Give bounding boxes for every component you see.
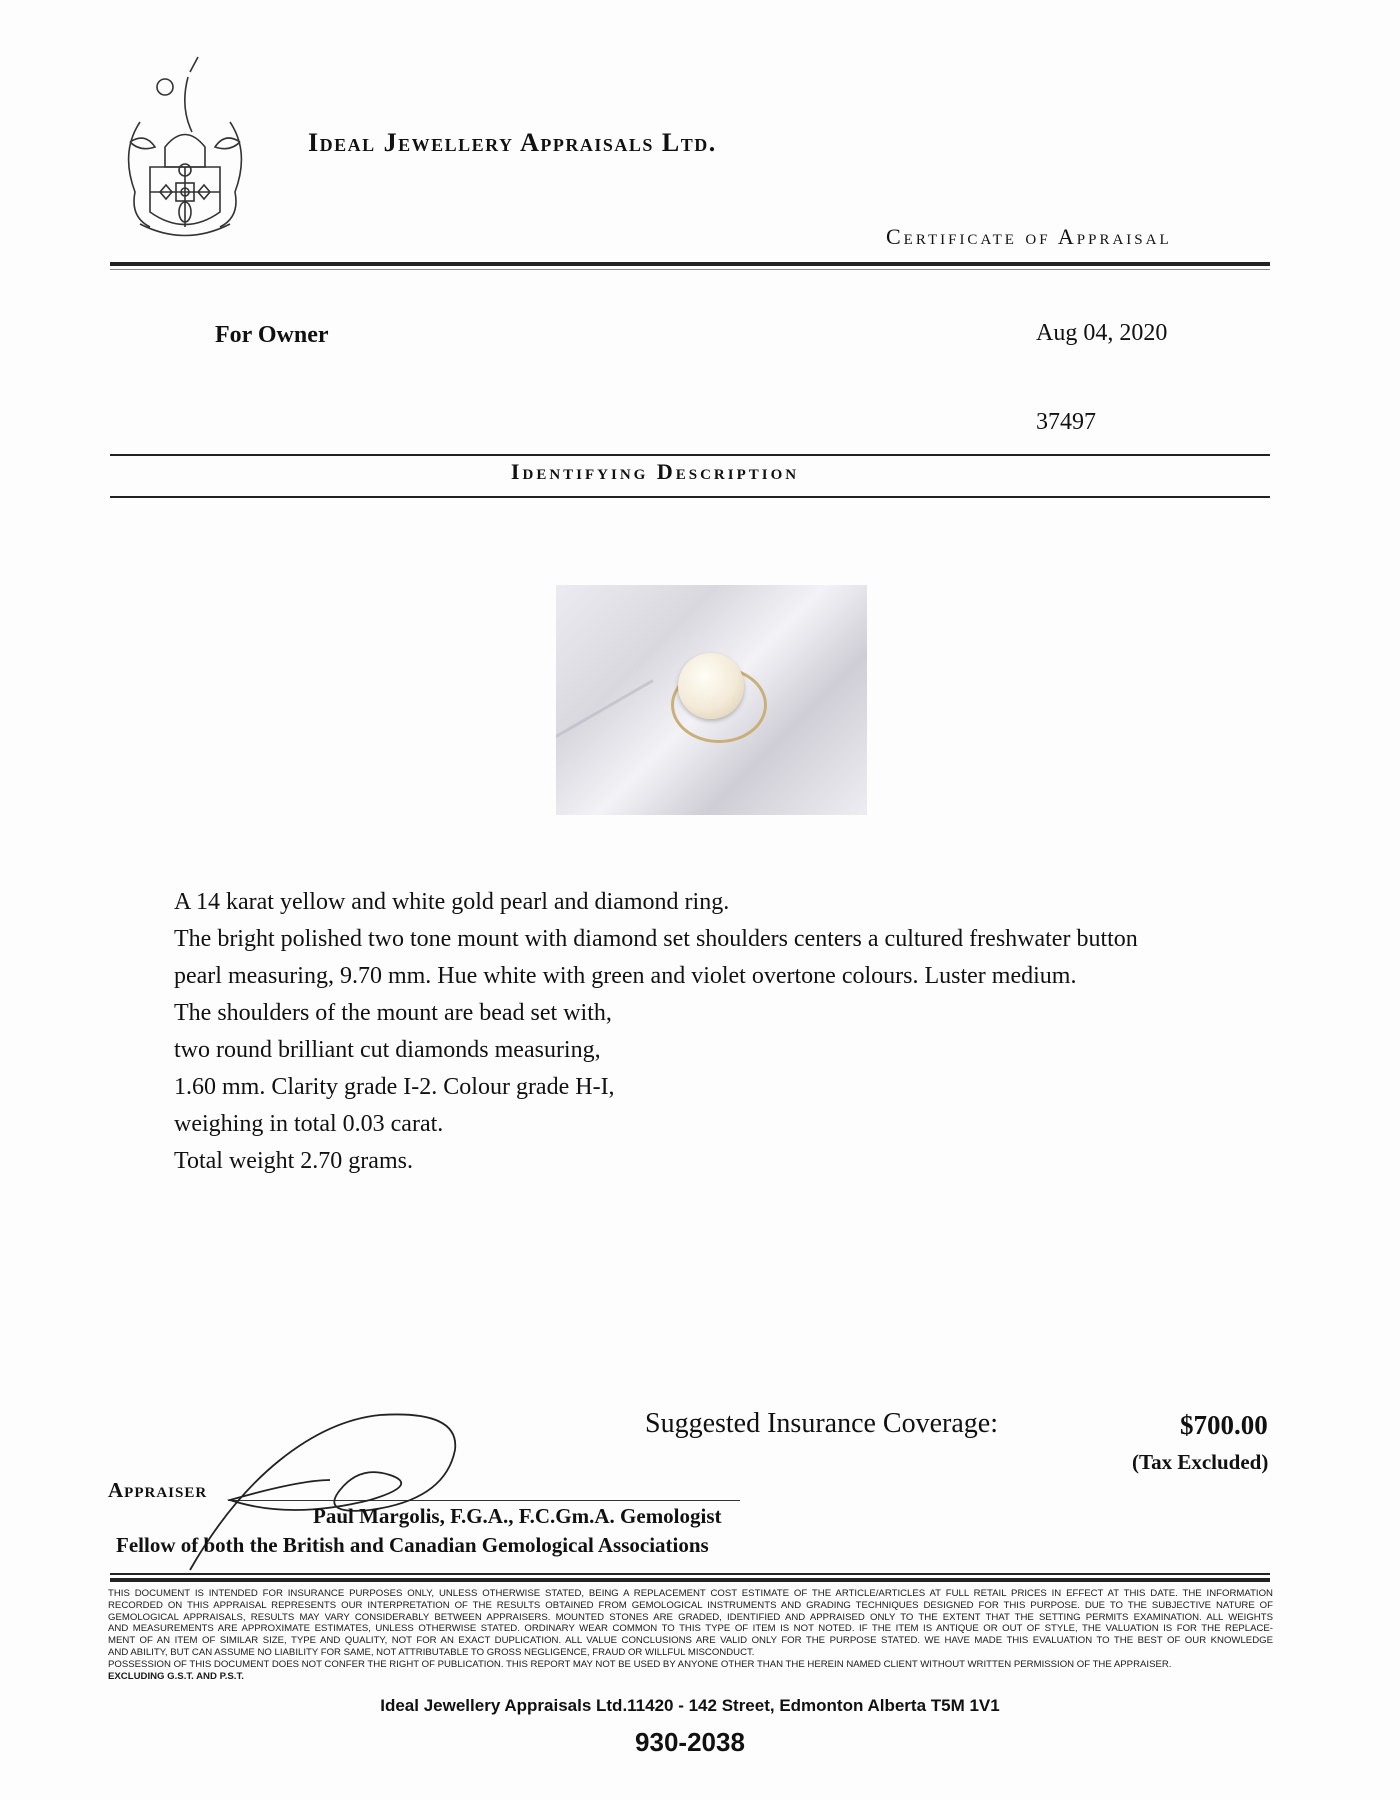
header-divider bbox=[110, 262, 1270, 266]
valuation-label: Suggested Insurance Coverage: bbox=[645, 1408, 998, 1439]
appraiser-label: Appraiser bbox=[108, 1478, 208, 1502]
disclaimer-line: RECORDED ON THIS APPRAISAL REPRESENTS OUR INTERPRETATION OF THE RESULTS OBTAINED FROM GEMOLOGICAL INSTRUMENTS AND GRADING TECHNIQUES DESIGNED FOR THIS PURPOSE. DUE TO THE SUBJECTIVE NATURE OF bbox=[108, 1599, 1273, 1611]
coat-of-arms-logo bbox=[110, 52, 260, 242]
valuation-note: (Tax Excluded) bbox=[1132, 1450, 1269, 1474]
footer-phone: 930-2038 bbox=[635, 1727, 745, 1757]
footer-divider bbox=[110, 1573, 1270, 1575]
footer-address: Ideal Jewellery Appraisals Ltd.11420 - 142 Street, Edmonton Alberta T5M 1V1 bbox=[380, 1696, 1000, 1715]
tax-note: EXCLUDING G.S.T. AND P.S.T. bbox=[108, 1670, 244, 1682]
description-line: A 14 karat yellow and white gold pearl and diamond ring. bbox=[174, 889, 730, 915]
footer-divider-thick bbox=[110, 1578, 1270, 1582]
description-line: The bright polished two tone mount with diamond set shoulders centers a cultured freshwater button bbox=[174, 926, 1138, 952]
pearl-ring-photo bbox=[556, 585, 867, 815]
disclaimer-line: THIS DOCUMENT IS INTENDED FOR INSURANCE PURPOSES ONLY, UNLESS OTHERWISE STATED, BEING A REPLACEMENT COST ESTIMATE OF THE ARTICLE/ARTICLES AT FULL RETAIL PRICES IN EFFECT AT THIS DATE. THE INFORMATION bbox=[108, 1588, 1273, 1599]
appraisal-date: Aug 04, 2020 bbox=[1036, 320, 1168, 346]
document-type: Certificate of Appraisal bbox=[886, 224, 1172, 249]
section-divider-bottom bbox=[110, 496, 1270, 498]
section-divider-top bbox=[110, 454, 1270, 456]
item-description bbox=[174, 884, 1138, 1180]
pearl bbox=[678, 653, 744, 719]
description-line: 1.60 mm. Clarity grade I-2. Colour grade H-I, bbox=[174, 1074, 615, 1100]
header-divider-thin bbox=[110, 269, 1270, 270]
valuation-amount: $700.00 bbox=[1180, 1410, 1268, 1440]
appraisal-number: 37497 bbox=[1036, 409, 1096, 435]
disclaimer-line: MENT OF AN ITEM OF SIMILAR SIZE, TYPE AND QUALITY, NOT FOR AN EXACT DUPLICATION. ALL VALUE CONCLUSIONS ARE VALID ONLY FOR THE PURPOSE STATED. WE HAVE MADE THIS EVALUATION TO THE BEST OF OUR KNOWLEDGE bbox=[108, 1635, 1273, 1647]
description-line: two round brilliant cut diamonds measuring, bbox=[174, 1037, 601, 1063]
disclaimer-line: AND ABILITY, BUT CAN ASSUME NO LIABILITY FOR SAME, NOT ATTRIBUTABLE TO GROSS NEGLIGENCE, FRAUD OR WILLFUL MISCONDUCT. bbox=[108, 1646, 755, 1658]
appraiser-credentials: Fellow of both the British and Canadian Gemological Associations bbox=[116, 1533, 709, 1557]
description-line: pearl measuring, 9.70 mm. Hue white with green and violet overtone colours. Luster medium. bbox=[174, 963, 1077, 989]
disclaimer-line: GEMOLOGICAL APPRAISALS, RESULTS MAY VARY CONSIDERABLY BETWEEN APPRAISERS. MOUNTED STONES ARE GRADED, IDENTIFIED AND APPRAISED ONLY TO THE EXTENT THAT THE SETTING PERMITS EXAMINATION. ALL WEIGHTS bbox=[108, 1611, 1273, 1623]
description-line: The shoulders of the mount are bead set with, bbox=[174, 1000, 612, 1026]
description-line: weighing in total 0.03 carat. bbox=[174, 1111, 444, 1137]
company-name: Ideal Jewellery Appraisals Ltd. bbox=[308, 128, 717, 157]
client-label: For Owner bbox=[215, 322, 329, 348]
disclaimer-line: AND MEASUREMENTS ARE APPROXIMATE ESTIMATES, UNLESS OTHERWISE STATED. ORDINARY WEAR COMMON TO THIS TYPE OF ITEM IS NOT NOTED. IF THE ITEM IS ANTIQUE OR OUT OF STYLE, THE VALUATION IS FOR THE REPLACE- bbox=[108, 1623, 1273, 1635]
description-line: Total weight 2.70 grams. bbox=[174, 1148, 413, 1174]
section-title: Identifying Description bbox=[510, 459, 800, 484]
disclaimer bbox=[108, 1588, 1273, 1682]
appraiser-name: Paul Margolis, F.G.A., F.C.Gm.A. Gemologist bbox=[313, 1504, 722, 1528]
disclaimer-line: POSSESSION OF THIS DOCUMENT DOES NOT CONFER THE RIGHT OF PUBLICATION. THIS REPORT MAY NOT BE USED BY ANYONE OTHER THAN THE HEREIN NAMED CLIENT WITHOUT WRITTEN PERMISSION OF THE APPRAISER. bbox=[108, 1658, 1172, 1670]
